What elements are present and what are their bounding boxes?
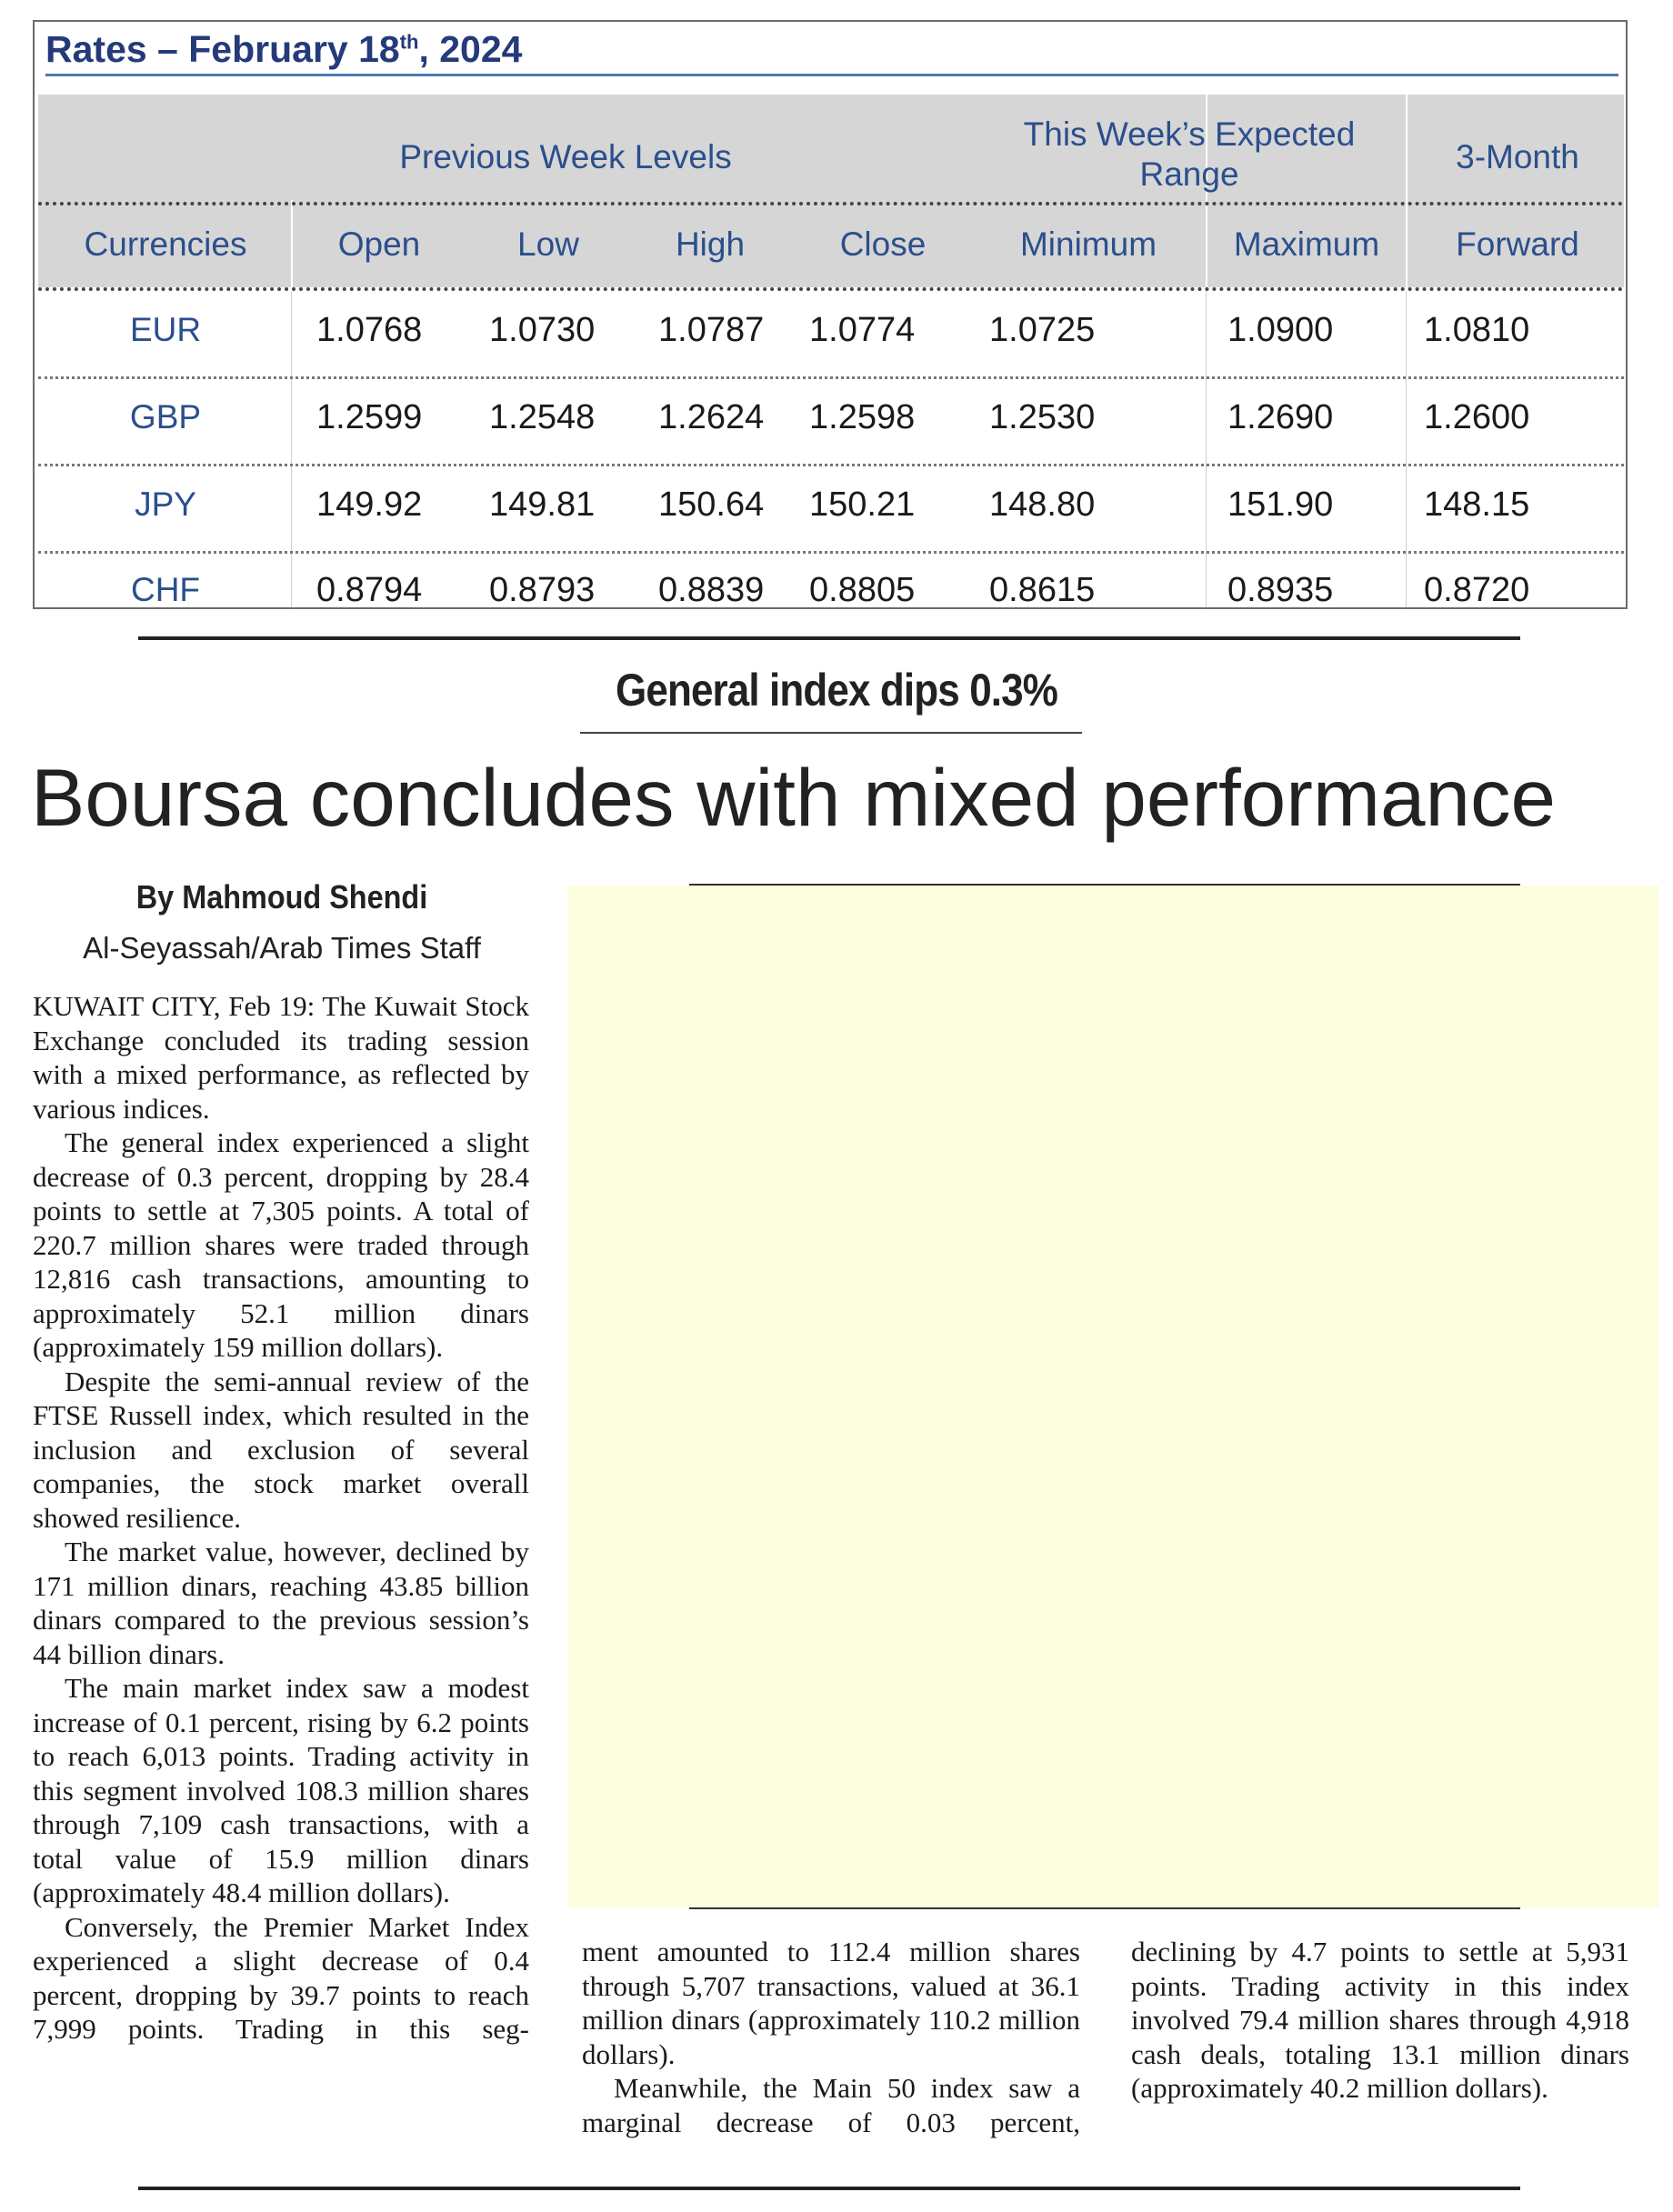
article-column-3 (1131, 1935, 1629, 2106)
high-cell: 1.0787 (658, 311, 765, 349)
article-byline: By Mahmoud Shendi (135, 878, 428, 916)
high-cell: 0.8839 (658, 571, 765, 609)
open-cell: 1.2599 (316, 398, 423, 436)
minimum-cell: 0.8615 (989, 571, 1096, 609)
column-header-currencies: Currencies (84, 225, 247, 263)
forward-cell: 148.15 (1424, 485, 1530, 524)
header-bottom-dotted-rule (38, 287, 1624, 291)
row-separator (38, 376, 1624, 379)
expected-range-line2: Range (1139, 155, 1239, 193)
article-affiliation: Al-Seyassah/Arab Times Staff (83, 931, 481, 965)
column-header-high: High (675, 225, 746, 263)
header-dotted-rule (38, 202, 1624, 205)
minimum-cell: 1.0725 (989, 311, 1096, 349)
paragraph: The market value, however, declined by 171 million dinars, reaching 43.85 billion dinars compared to the previous session’s 44 billion dinars. (33, 1536, 529, 1670)
advertisement-placeholder (567, 886, 1658, 1907)
low-cell: 0.8793 (489, 571, 596, 609)
paragraph: The general index experienced a slight decrease of 0.3 percent, dropping by 28.4 points to settle at 7,305 points. A total of 220.7 million shares were traded through 12,816 cash transactions, amounting to approximately 52.1 million dinars (approximately 159 million dollars). (33, 1126, 529, 1363)
rates-table-panel (33, 20, 1628, 609)
paragraph: ment amounted to 112.4 million shares through 5,707 transactions, valued at 36.1 million dinars (approximately 110.2 million dollars). (582, 1936, 1080, 2070)
column-header-minimum: Minimum (1019, 225, 1157, 263)
currency-cell: CHF (130, 571, 201, 608)
close-cell: 0.8805 (809, 571, 916, 609)
expected-range-line1: This Week’s Expected (1023, 115, 1356, 153)
article-headline: Boursa concludes with mixed performance (31, 752, 1556, 843)
paragraph: declining by 4.7 points to settle at 5,931 points. Trading activity in this index involved 79.4 million shares through 4,918 cash deals, totaling 13.1 million dinars (approximately 40.2 million dollars). (1131, 1936, 1629, 2104)
rates-title (45, 24, 522, 75)
maximum-cell: 0.8935 (1227, 571, 1334, 609)
close-cell: 150.21 (809, 485, 916, 524)
kicker-underline (580, 732, 1082, 734)
title-underline (45, 74, 1618, 76)
ad-rule-top (689, 884, 1520, 886)
minimum-cell: 148.80 (989, 485, 1096, 524)
rates-title-text: Rates – February 18 (45, 28, 400, 70)
column-header-close: Close (839, 225, 927, 263)
forward-cell: 1.2600 (1424, 398, 1530, 436)
group-header-expected-range (998, 115, 1380, 195)
forward-cell: 1.0810 (1424, 311, 1530, 349)
column-header-forward: Forward (1456, 225, 1579, 263)
paragraph: KUWAIT CITY, Feb 19: The Kuwait Stock Exchange concluded its trading session with a mixed performance, as reflected by various indices. (33, 990, 529, 1125)
minimum-cell: 1.2530 (989, 398, 1096, 436)
low-cell: 1.0730 (489, 311, 596, 349)
open-cell: 0.8794 (316, 571, 423, 609)
currency-cell: JPY (135, 485, 196, 523)
group-header-3-month: 3-Month (1456, 138, 1579, 175)
paragraph: Meanwhile, the Main 50 index saw a marginal decrease of 0.03 percent, (582, 2072, 1080, 2138)
section-divider-top (138, 636, 1520, 640)
high-cell: 150.64 (658, 485, 765, 524)
rates-title-year: , 2024 (418, 28, 523, 70)
body-divider (1406, 291, 1407, 607)
header-divider (291, 200, 293, 287)
column-header-open: Open (337, 225, 421, 263)
maximum-cell: 1.2690 (1227, 398, 1334, 436)
maximum-cell: 151.90 (1227, 485, 1334, 524)
row-separator (38, 464, 1624, 466)
paragraph: The main market index saw a modest increase of 0.1 percent, rising by 6.2 points to reach 6,013 points. Trading activity in this segment involved 108.3 million shares through 7,109 cash transactions, with a total value of 15.9 million dinars (approximately 48.4 million dollars). (33, 1672, 529, 1908)
open-cell: 149.92 (316, 485, 423, 524)
section-divider-bottom (138, 2187, 1520, 2190)
currency-cell: EUR (129, 311, 202, 348)
article-column-2 (582, 1935, 1080, 2139)
article-column-1 (33, 989, 529, 2047)
low-cell: 149.81 (489, 485, 596, 524)
rates-title-superscript: th (399, 30, 419, 54)
paragraph: Conversely, the Premier Market Index experienced a slight decrease of 0.4 percent, dropping by 39.7 points to reach 7,999 points. Trading in this seg- (33, 1910, 529, 2045)
header-divider (1406, 95, 1408, 287)
forward-cell: 0.8720 (1424, 571, 1530, 609)
column-header-maximum: Maximum (1233, 225, 1380, 263)
article-kicker: General index dips 0.3% (616, 665, 1057, 716)
column-header-low: Low (517, 225, 579, 263)
ad-rule-bottom (689, 1907, 1520, 1909)
body-divider (1206, 291, 1207, 607)
paragraph: Despite the semi-annual review of the FTSE Russell index, which resulted in the inclusion and exclusion of several companies, the stock market overall showed resilience. (33, 1365, 529, 1534)
row-separator (38, 551, 1624, 554)
open-cell: 1.0768 (316, 311, 423, 349)
group-header-previous-week: Previous Week Levels (399, 138, 732, 175)
close-cell: 1.2598 (809, 398, 916, 436)
low-cell: 1.2548 (489, 398, 596, 436)
close-cell: 1.0774 (809, 311, 916, 349)
currency-cell: GBP (129, 398, 202, 435)
rates-grid (38, 95, 1624, 607)
high-cell: 1.2624 (658, 398, 765, 436)
body-divider (291, 291, 292, 607)
maximum-cell: 1.0900 (1227, 311, 1334, 349)
